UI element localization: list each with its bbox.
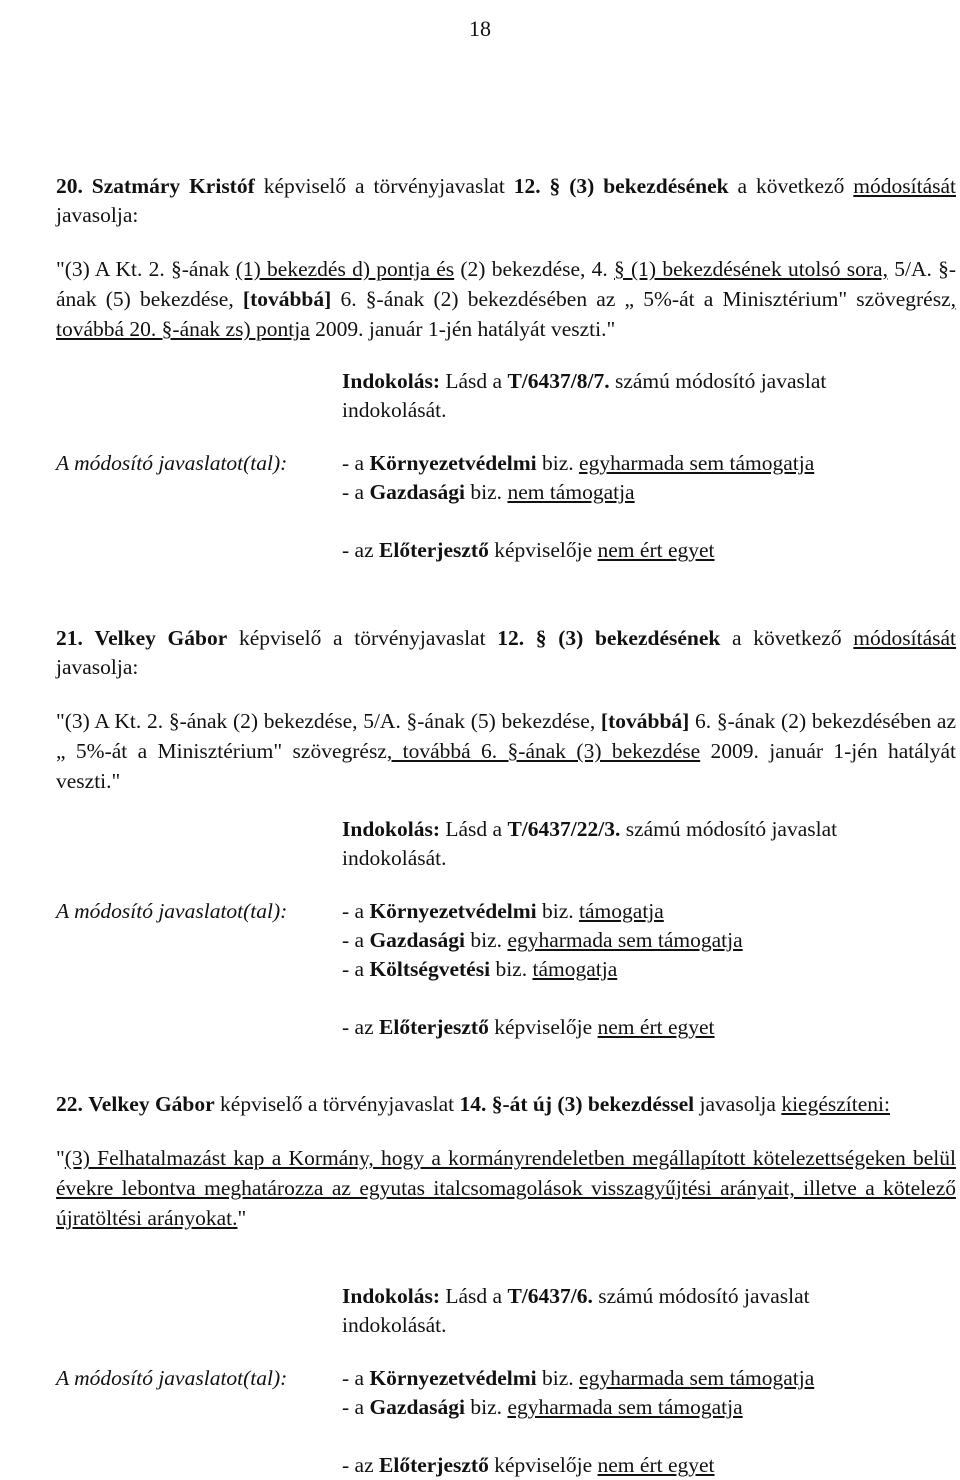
vote-position: egyharmada sem támogatja	[579, 451, 815, 475]
proposer-name: Velkey Gábor	[88, 1092, 215, 1116]
amendment-text-segment: "	[237, 1206, 247, 1230]
vote-position: egyharmada sem támogatja	[579, 1366, 815, 1390]
presenter-line	[56, 1013, 916, 1042]
amendment-number: 20.	[56, 174, 83, 198]
proposer-name: Velkey Gábor	[94, 626, 228, 650]
committee-name: Költségvetési	[369, 957, 491, 981]
vote-prefix: - a	[342, 480, 365, 504]
vote-position: nem támogatja	[507, 480, 635, 504]
section-number: 12.	[497, 626, 525, 650]
vote-prefix: - a	[342, 928, 365, 952]
amendment-21	[56, 624, 956, 796]
amendment-text-segment: (2) bekezdése, 4.	[454, 257, 615, 281]
committee-suffix: biz.	[470, 928, 503, 952]
amendment-text-segment: 5/A. §-ának (5) bekezdése,	[56, 257, 956, 311]
presenter-prefix: - az	[342, 1453, 374, 1477]
committee-name: Környezetvédelmi	[369, 451, 537, 475]
amendment-text-segment: "(3) A Kt. 2. §-ának (2) bekezdése, 5/A. §-ának (5) bekezdése,	[56, 709, 601, 733]
vote-position: egyharmada sem támogatja	[507, 1395, 743, 1419]
presenter-prefix: - az	[342, 1015, 374, 1039]
vote-prefix: - a	[342, 899, 365, 923]
amendment-text-segment: 6. §-ának (2) bekezdésében az „ 5%-át a Minisztérium" szövegrész	[331, 287, 951, 311]
amendment-text	[56, 1143, 956, 1233]
vote-position: támogatja	[579, 899, 664, 923]
justification: Indokolás: Lásd a T/6437/8/7. számú módosító javaslat indokolását.	[342, 369, 827, 422]
committee-vote-line	[56, 1364, 916, 1393]
amendment-text-segment: 2009. január 1-jén hatályát veszti."	[309, 317, 616, 341]
amendment-text-segment: (1) bekezdés d) pontja és	[235, 257, 455, 281]
amendment-20	[56, 172, 956, 344]
committee-vote-line	[56, 955, 916, 984]
committee-votes	[56, 897, 916, 1042]
presenter-prefix: - az	[342, 538, 374, 562]
amendment-text-segment: "	[56, 1146, 65, 1170]
proposer-name: Szatmáry Kristóf	[91, 174, 255, 198]
vote-prefix: - a	[342, 957, 365, 981]
votes-label: A módosító javaslatot(tal):	[56, 899, 288, 923]
committee-votes	[56, 449, 916, 565]
vote-position: támogatja	[532, 957, 618, 981]
committee-votes	[56, 1364, 916, 1480]
amendment-text-segment: (3) Felhatalmazást kap a Kormány, hogy a kormányrendeletben megállapított kötelezettségeken belül évekre lebontva meghatározza az egyutas italcsomagolások visszagyűjtési arányait, illetve a kötelező újratöltési arányokat.	[56, 1146, 956, 1230]
committee-vote-line	[56, 897, 916, 926]
committee-suffix: biz.	[542, 1366, 574, 1390]
committee-vote-line	[56, 449, 916, 478]
presenter-name: Előterjesztő	[379, 1453, 489, 1477]
presenter-suffix: képviselője	[494, 1015, 593, 1039]
presenter-suffix: képviselője	[494, 538, 593, 562]
vote-position: egyharmada sem támogatja	[507, 928, 743, 952]
amendment-text-segment: 2009. január 1-jén hatályát veszti."	[56, 739, 956, 793]
amendment-number: 22.	[56, 1092, 83, 1116]
presenter-position: nem ért egyet	[597, 1015, 715, 1039]
presenter-name: Előterjesztő	[379, 538, 489, 562]
committee-suffix: biz.	[470, 1395, 503, 1419]
amendment-text	[56, 254, 956, 344]
justification: Indokolás: Lásd a T/6437/6. számú módosító javaslat indokolását.	[342, 1284, 810, 1337]
committee-suffix: biz.	[495, 957, 528, 981]
amendment-text-segment: , továbbá 6. §-ának (3) bekezdése	[386, 739, 701, 763]
committee-suffix: biz.	[542, 451, 574, 475]
presenter-suffix: képviselője	[494, 1453, 593, 1477]
amendment-text-segment: § (1) bekezdésének utolsó sora,	[614, 257, 888, 281]
presenter-position: nem ért egyet	[597, 538, 715, 562]
votes-label: A módosító javaslatot(tal):	[56, 1366, 288, 1390]
section-number: 12.	[513, 174, 541, 198]
amendment-22	[56, 1090, 956, 1233]
presenter-name: Előterjesztő	[379, 1015, 489, 1039]
amendment-text-segment: "(3) A Kt. 2. §-ának	[56, 257, 236, 281]
committee-suffix: biz.	[470, 480, 503, 504]
vote-prefix: - a	[342, 1395, 365, 1419]
committee-suffix: biz.	[542, 899, 574, 923]
amendment-text-segment: 6. §-ának (2) bekezdésében az „ 5%-át a Minisztérium" szövegrész	[56, 709, 956, 763]
justification: Indokolás: Lásd a T/6437/22/3. számú módosító javaslat indokolását.	[342, 817, 838, 870]
page-number: 18	[469, 16, 491, 41]
amendment-intro: 21. Velkey Gábor képviselő a törvényjavaslat 12. § (3) bekezdésének a következő módosítását javasolja:	[56, 626, 956, 679]
committee-name: Környezetvédelmi	[369, 899, 537, 923]
committee-name: Környezetvédelmi	[369, 1366, 537, 1390]
amendment-number: 21.	[56, 626, 83, 650]
committee-vote-line	[56, 1393, 916, 1422]
amendment-text-segment: , továbbá 20. §-ának zs) pontja	[56, 287, 956, 341]
votes-label: A módosító javaslatot(tal):	[56, 451, 288, 475]
presenter-position: nem ért egyet	[597, 1453, 715, 1477]
amendment-intro: 20. Szatmáry Kristóf képviselő a törvényjavaslat 12. § (3) bekezdésének a következő módosítását javasolja:	[56, 174, 956, 227]
presenter-line	[56, 536, 916, 565]
vote-prefix: - a	[342, 451, 365, 475]
amendment-text-segment: [továbbá]	[242, 287, 332, 311]
committee-vote-line	[56, 478, 916, 507]
presenter-line	[56, 1451, 916, 1480]
section-number: 14.	[459, 1092, 487, 1116]
committee-name: Gazdasági	[369, 928, 466, 952]
vote-prefix: - a	[342, 1366, 365, 1390]
committee-name: Gazdasági	[369, 480, 466, 504]
amendment-text-segment: [továbbá]	[600, 709, 690, 733]
amendment-intro: 22. Velkey Gábor képviselő a törvényjavaslat 14. §-át új (3) bekezdéssel javasolja kiegészíteni:	[56, 1092, 890, 1116]
committee-vote-line	[56, 926, 916, 955]
committee-name: Gazdasági	[369, 1395, 466, 1419]
amendment-text	[56, 706, 956, 796]
